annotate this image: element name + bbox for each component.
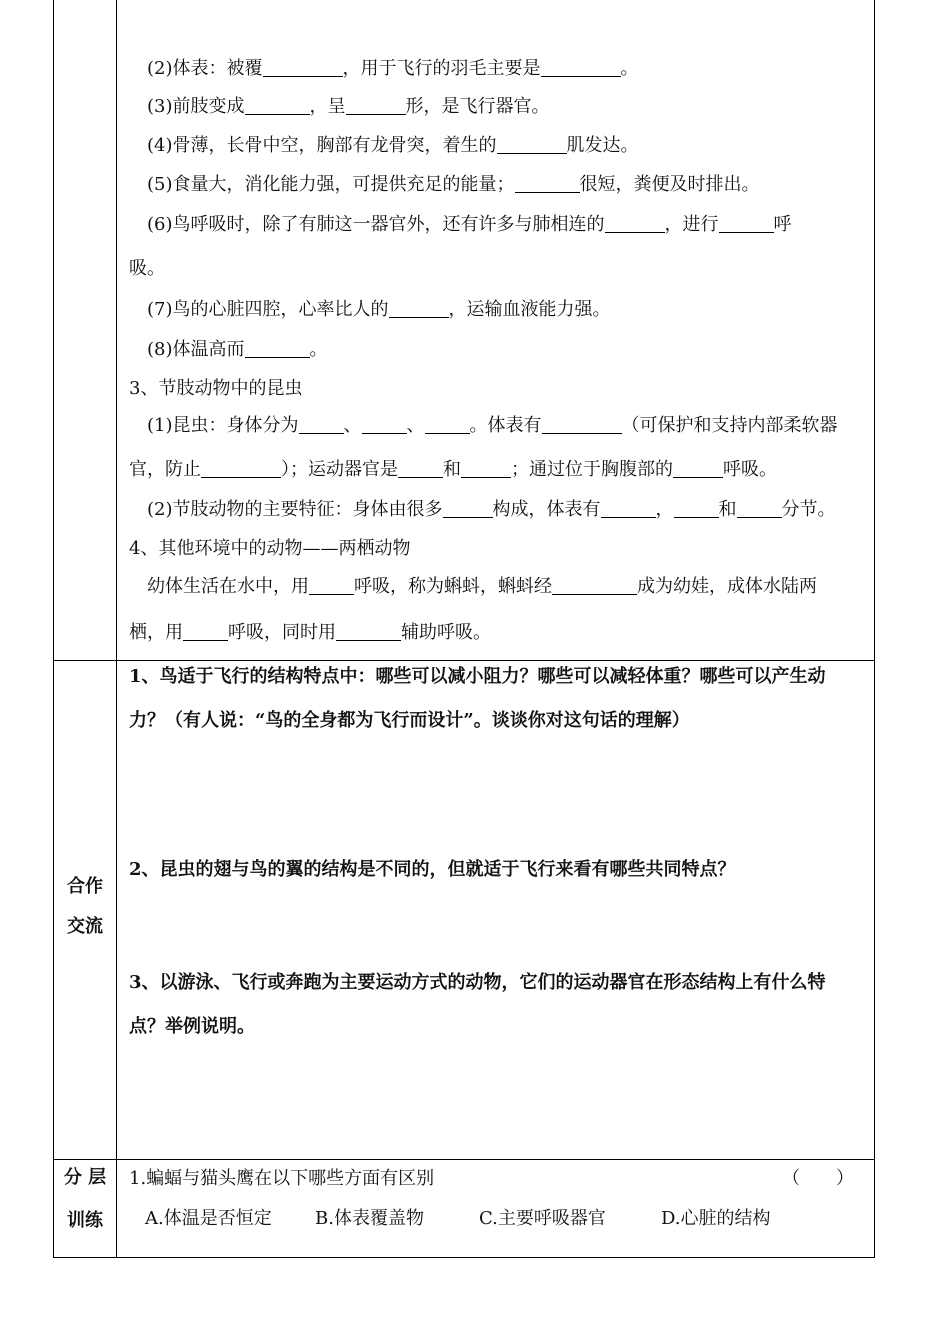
insect-item-1-continued: 官，防止 ）；运动器官是 和 ；通过位于胸腹部的 呼吸。 [129,459,777,480]
heading-amphibians: 4、其他环境中的动物——两栖动物 [129,538,411,559]
item-4: (4)骨薄，长骨中空，胸部有龙骨突，着生的 肌发达。 [147,135,639,156]
cooperation-question-1-continued: 力？（有人说：“鸟的全身都为飞行而设计”。谈谈你对这句话的理解） [129,710,690,731]
blank[interactable] [309,574,354,595]
blank[interactable] [183,620,228,641]
training-label-line1: 分 层 [63,1167,107,1188]
blank[interactable] [443,497,493,518]
answer-parentheses[interactable]: （ ） [782,1168,854,1189]
item-2: (2)体表：被覆 ，用于飞行的羽毛主要是 。 [147,58,639,79]
blank[interactable] [201,457,281,478]
column-divider [116,0,117,1257]
blank[interactable] [719,212,774,233]
blank[interactable] [497,133,567,154]
training-label-line2: 训练 [67,1210,103,1231]
item-5: (5)食量大，消化能力强，可提供充足的能量； 很短，粪便及时排出。 [147,174,760,195]
blank[interactable] [605,212,665,233]
blank[interactable] [674,497,719,518]
question-text: 1.蝙蝠与猫头鹰在以下哪些方面有区别 [129,1168,435,1189]
item-7: (7)鸟的心脏四腔，心率比人的 ，运输血液能力强。 [147,299,611,320]
item-8: (8)体温高而 。 [147,339,328,360]
insect-item-1: (1)昆虫：身体分为 、 、 。体表有 （可保护和支持内部柔软器 [147,415,838,436]
blank[interactable] [245,94,310,115]
blank[interactable] [552,574,637,595]
option-d[interactable]: D.心脏的结构 [661,1208,771,1229]
blank[interactable] [601,497,656,518]
blank[interactable] [737,497,782,518]
heading-insects: 3、节肢动物中的昆虫 [129,378,303,399]
blank[interactable] [398,457,443,478]
blank[interactable] [245,337,310,358]
option-c[interactable]: C.主要呼吸器官 [479,1208,606,1229]
blank[interactable] [389,297,449,318]
option-a[interactable]: A.体温是否恒定 [145,1208,272,1229]
cooperation-question-1: 1、鸟适于飞行的结构特点中：哪些可以减小阻力？哪些可以减轻体重？哪些可以产生动 [129,666,826,687]
blank[interactable] [515,172,580,193]
training-question-1 [129,1158,869,1199]
cooperation-label-line1: 合作 [67,876,103,897]
blank[interactable] [362,413,407,434]
amphibian-line-2: 栖，用 呼吸，同时用 辅助呼吸。 [129,622,491,643]
item-6: (6)鸟呼吸时，除了有肺这一器官外，还有许多与肺相连的 ，进行 呼 [147,214,792,235]
blank[interactable] [263,56,343,77]
option-b[interactable]: B.体表覆盖物 [315,1208,424,1229]
cooperation-label-line2: 交流 [67,916,103,937]
insect-item-2: (2)节肢动物的主要特征：身体由很多 构成，体表有 ， 和 分节。 [147,499,836,520]
blank[interactable] [299,413,344,434]
blank[interactable] [461,457,511,478]
item-3: (3)前肢变成 ，呈 形，是飞行器官。 [147,96,550,117]
blank[interactable] [336,620,401,641]
blank[interactable] [425,413,470,434]
worksheet-table [53,0,875,1258]
cooperation-question-3-continued: 点？举例说明。 [129,1016,255,1037]
blank[interactable] [346,94,406,115]
item-6-continued: 吸。 [129,258,165,279]
blank[interactable] [542,413,622,434]
cooperation-question-3: 3、以游泳、飞行或奔跑为主要运动方式的动物，它们的运动器官在形态结构上有什么特 [129,972,826,993]
options-row [145,1198,885,1239]
cooperation-question-2: 2、昆虫的翅与鸟的翼的结构是不同的，但就适于飞行来看有哪些共同特点？ [129,859,736,880]
blank[interactable] [541,56,621,77]
amphibian-line-1: 幼体生活在水中，用 呼吸，称为蝌蚪，蝌蚪经 成为幼娃，成体水陆两 [147,576,817,597]
blank[interactable] [673,457,723,478]
